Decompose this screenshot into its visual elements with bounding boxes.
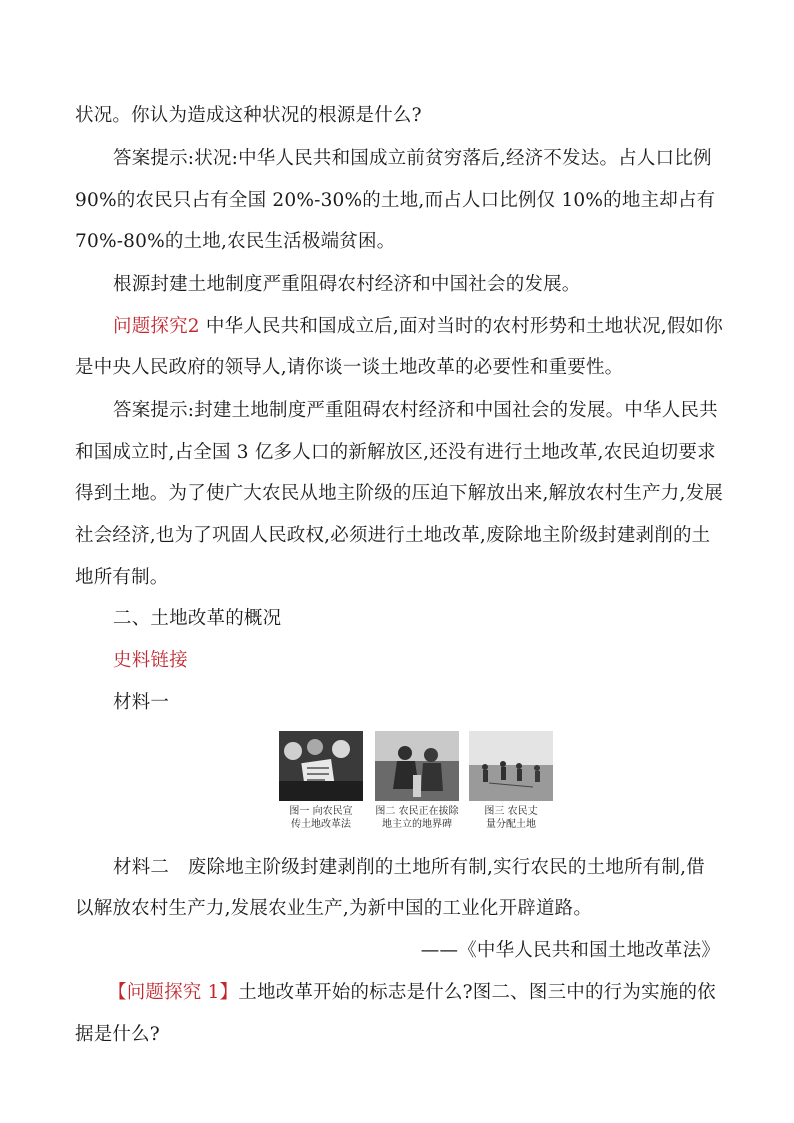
photo-peasants-reading-law [279,731,363,801]
photo-removing-boundary-stone [375,731,459,801]
paragraph-line: 70%-80%的土地,农民生活极端贫困。 [75,231,396,252]
material-2-line: 材料二 废除地主阶级封建剥削的土地所有制,实行农民的土地所有制,借 [113,857,705,878]
answer-2-line: 答案提示:封建土地制度严重阻碍农村经济和中国社会的发展。中华人民共 [113,400,718,421]
photo-3-caption: 图三 农民丈 量分配土地 [484,806,538,830]
paragraph-line: 根源封建土地制度严重阻碍农村经济和中国社会的发展。 [113,274,581,295]
material-2-source: ——《中华人民共和国土地改革法》 [420,940,720,961]
answer-2-line: 地所有制。 [75,567,169,588]
question-1-continuation: 据是什么? [75,1024,160,1045]
answer-2-line: 和国成立时,占全国 3 亿多人口的新解放区,还没有进行土地改革,农民迫切要求 [75,442,716,463]
answer-hint-line: 答案提示:状况:中华人民共和国成立前贫穷落后,经济不发达。占人口比例 [113,148,712,169]
photo-group [279,731,553,831]
question-1-text: 土地改革开始的标志是什么?图二、图三中的行为实施的依 [238,982,716,1003]
question-1-label: 【问题探究 1】 [108,982,239,1003]
answer-2-line: 得到土地。为了使广大农民从地主阶级的压迫下解放出来,解放农村生产力,发展 [75,483,723,504]
source-link-heading: 史料链接 [113,650,188,671]
paragraph-line: 90%的农民只占有全国 20%-30%的土地,而占人口比例仅 10%的地主却占有 [75,190,716,211]
photo-measuring-land [469,731,553,801]
question-1-line [108,981,758,1005]
paragraph-line: 状况。你认为造成这种状况的根源是什么? [75,105,422,126]
question-2-line [113,315,763,339]
material-2-line: 以解放农村生产力,发展农业生产,为新中国的工业化开辟道路。 [75,898,593,919]
photo-1-caption: 图一 向农民宣 传土地改革法 [289,806,353,830]
photo-2-caption: 图二 农民正在拔除 地主立的地界碑 [375,806,459,830]
question-2-continuation: 是中央人民政府的领导人,请你谈一谈土地改革的必要性和重要性。 [75,357,624,378]
question-2-text: 中华人民共和国成立后,面对当时的农村形势和土地状况,假如你 [199,316,723,337]
section-title: 二、土地改革的概况 [113,608,282,629]
answer-2-line: 社会经济,也为了巩固人民政权,必须进行土地改革,废除地主阶级封建剥削的土 [75,525,711,546]
question-2-label: 问题探究2 [113,316,200,337]
material-1-label: 材料一 [113,692,170,713]
